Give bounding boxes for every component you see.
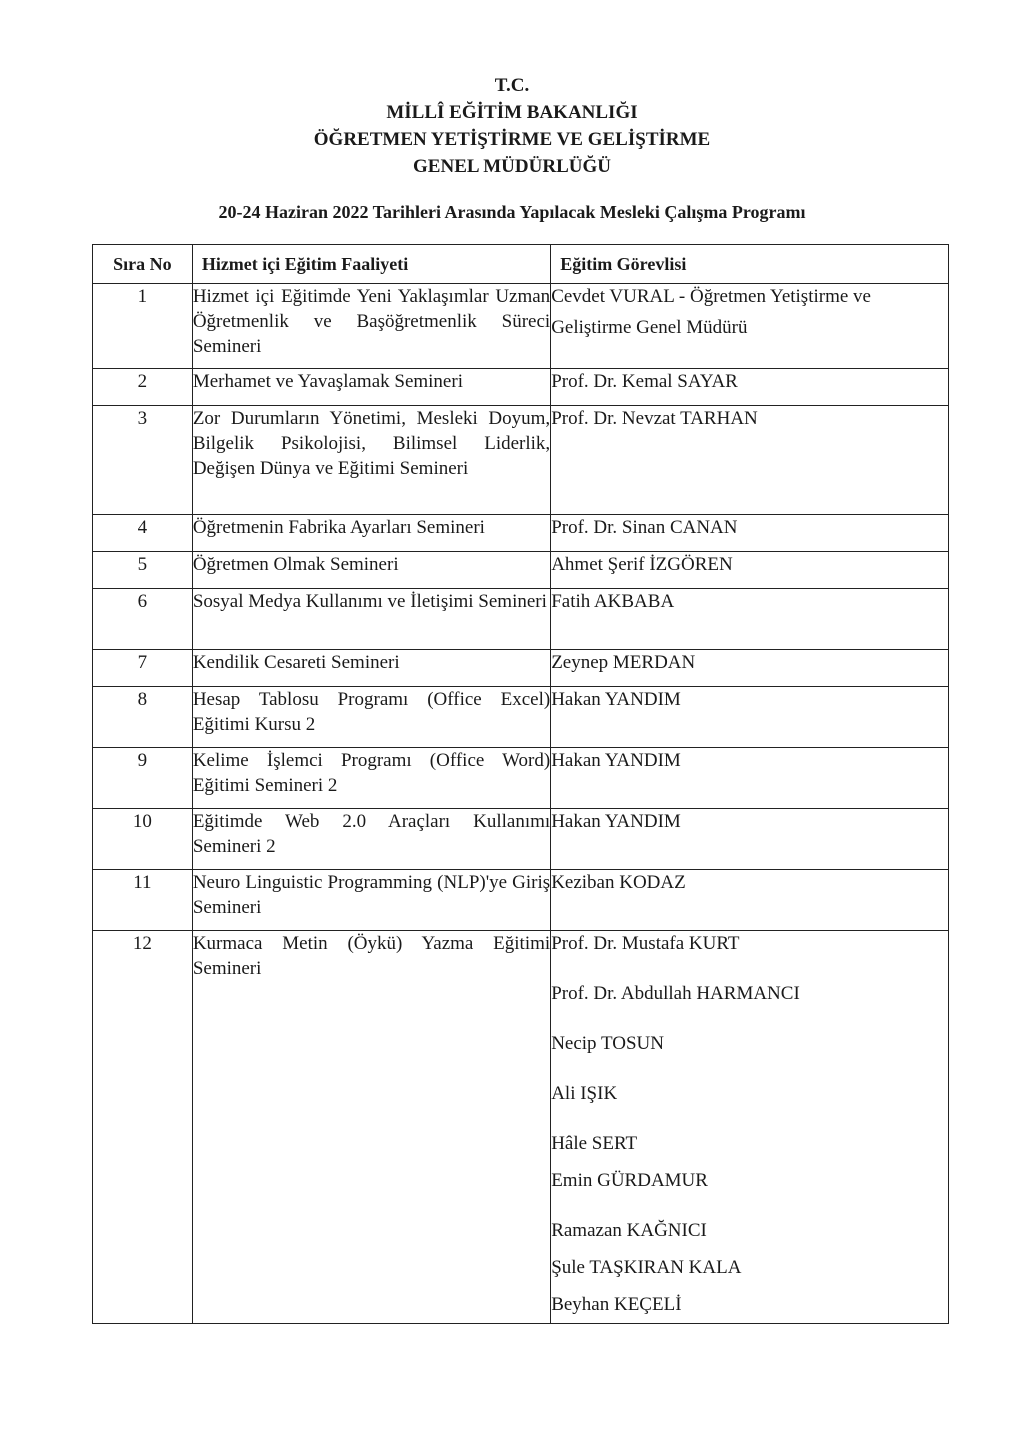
instructor-cell bbox=[551, 515, 949, 552]
instructor-name: Prof. Dr. Abdullah HARMANCI bbox=[551, 983, 800, 1004]
table-row bbox=[93, 931, 949, 1324]
program-title: 20-24 Haziran 2022 Tarihleri Arasında Yapılacak Mesleki Çalışma Programı bbox=[218, 202, 806, 222]
instructor-name: Prof. Dr. Mustafa KURT bbox=[551, 933, 740, 954]
table-row bbox=[93, 406, 949, 515]
table-row bbox=[93, 870, 949, 931]
activity-cell: Kurmaca Metin (Öykü) Yazma Eğitimi Semineri bbox=[192, 931, 550, 1324]
row-number: 2 bbox=[93, 369, 193, 406]
activity-cell: Eğitimde Web 2.0 Araçları Kullanımı Semineri 2 bbox=[192, 809, 550, 870]
instructor-cell bbox=[551, 931, 949, 1324]
header-line-tc: T.C. bbox=[494, 75, 530, 96]
instructor-cell bbox=[551, 809, 949, 870]
row-number: 12 bbox=[93, 931, 193, 1324]
column-header-no: Sıra No bbox=[93, 245, 193, 284]
activity-cell: Zor Durumların Yönetimi, Mesleki Doyum, Bilgelik Psikolojisi, Bilimsel Liderlik, Değişen Dünya ve Eğitimi Semineri bbox=[192, 406, 550, 515]
instructor-cell bbox=[551, 870, 949, 931]
table-row bbox=[93, 369, 949, 406]
column-header-activity: Hizmet içi Eğitim Faaliyeti bbox=[192, 245, 550, 284]
activity-cell: Sosyal Medya Kullanımı ve İletişimi Semineri bbox=[192, 589, 550, 650]
row-number: 7 bbox=[93, 650, 193, 687]
row-number: 6 bbox=[93, 589, 193, 650]
activity-cell: Öğretmen Olmak Semineri bbox=[192, 552, 550, 589]
activity-cell: Hesap Tablosu Programı (Office Excel) Eğitimi Kursu 2 bbox=[192, 687, 550, 748]
instructor-name: Necip TOSUN bbox=[551, 1033, 664, 1054]
instructor-name: Hakan YANDIM bbox=[551, 689, 681, 710]
activity-cell: Hizmet içi Eğitimde Yeni Yaklaşımlar Uzman Öğretmenlik ve Başöğretmenlik Süreci Semineri bbox=[192, 284, 550, 369]
instructor-name: Prof. Dr. Nevzat TARHAN bbox=[551, 408, 758, 429]
instructor-cell bbox=[551, 406, 949, 515]
table-header-row bbox=[93, 245, 949, 284]
schedule-table bbox=[92, 244, 949, 1324]
document-header bbox=[0, 72, 1024, 180]
instructor-name: Hakan YANDIM bbox=[551, 811, 681, 832]
instructor-name: Fatih AKBABA bbox=[551, 591, 675, 612]
activity-cell: Kelime İşlemci Programı (Office Word) Eğitimi Semineri 2 bbox=[192, 748, 550, 809]
instructor-cell bbox=[551, 687, 949, 748]
instructor-name: Ahmet Şerif İZGÖREN bbox=[551, 554, 733, 575]
table-row bbox=[93, 687, 949, 748]
instructor-name: Keziban KODAZ bbox=[551, 872, 686, 893]
row-number: 11 bbox=[93, 870, 193, 931]
table-row bbox=[93, 552, 949, 589]
row-number: 9 bbox=[93, 748, 193, 809]
header-line-ministry: MİLLÎ EĞİTİM BAKANLIĞI bbox=[386, 102, 638, 123]
table-row bbox=[93, 515, 949, 552]
instructor-cell bbox=[551, 284, 949, 369]
table-row bbox=[93, 748, 949, 809]
activity-cell: Neuro Linguistic Programming (NLP)'ye Giriş Semineri bbox=[192, 870, 550, 931]
instructor-name: Hâle SERT bbox=[551, 1133, 638, 1154]
table-row bbox=[93, 589, 949, 650]
row-number: 8 bbox=[93, 687, 193, 748]
instructor-cell bbox=[551, 369, 949, 406]
instructor-name: Prof. Dr. Kemal SAYAR bbox=[551, 371, 738, 392]
instructor-cell bbox=[551, 748, 949, 809]
activity-cell: Kendilik Cesareti Semineri bbox=[192, 650, 550, 687]
instructor-cell bbox=[551, 552, 949, 589]
row-number: 5 bbox=[93, 552, 193, 589]
instructor-name: Şule TAŞKIRAN KALA bbox=[551, 1257, 742, 1278]
column-header-instructor: Eğitim Görevlisi bbox=[551, 245, 949, 284]
instructor-cell bbox=[551, 589, 949, 650]
instructor-name: Beyhan KEÇELİ bbox=[551, 1294, 682, 1315]
schedule-body bbox=[93, 284, 949, 1324]
instructor-name: Hakan YANDIM bbox=[551, 750, 681, 771]
activity-cell: Öğretmenin Fabrika Ayarları Semineri bbox=[192, 515, 550, 552]
header-line-directorate: ÖĞRETMEN YETİŞTİRME VE GELİŞTİRME bbox=[313, 129, 711, 150]
activity-cell: Merhamet ve Yavaşlamak Semineri bbox=[192, 369, 550, 406]
row-number: 3 bbox=[93, 406, 193, 515]
header-line-general: GENEL MÜDÜRLÜĞÜ bbox=[413, 156, 611, 177]
table-row bbox=[93, 650, 949, 687]
instructor-name: Emin GÜRDAMUR bbox=[551, 1170, 708, 1191]
table-row bbox=[93, 284, 949, 369]
table-row bbox=[93, 809, 949, 870]
row-number: 1 bbox=[93, 284, 193, 369]
instructor-cell bbox=[551, 650, 949, 687]
row-number: 10 bbox=[93, 809, 193, 870]
instructor-name: Zeynep MERDAN bbox=[551, 652, 696, 673]
instructor-name: Ali IŞIK bbox=[551, 1083, 618, 1104]
row-number: 4 bbox=[93, 515, 193, 552]
instructor-name: Ramazan KAĞNICI bbox=[551, 1220, 707, 1241]
instructor-name: Prof. Dr. Sinan CANAN bbox=[551, 517, 738, 538]
instructor-name: Cevdet VURAL - Öğretmen Yetiştirme ve bbox=[551, 286, 871, 307]
instructor-name: Geliştirme Genel Müdürü bbox=[551, 317, 748, 338]
